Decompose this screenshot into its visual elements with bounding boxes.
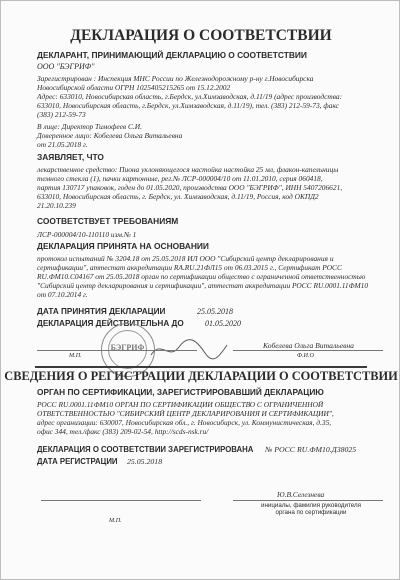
applicant-name: ООО "БЭГРИФ" (37, 62, 95, 71)
applicant-authorization-date: от 21.05.2018 г. (37, 140, 88, 149)
certification-body-line: РОСС RU.0001.11ФМ10 ОРГАН ПО СЕРТИФИКАЦИИ ОБЩЕСТВО С ОГРАНИЧЕННОЙ (37, 400, 324, 409)
stamp-text: БЭГРИФ (110, 343, 145, 352)
registration-title: СВЕДЕНИЯ О РЕГИСТРАЦИИ ДЕКЛАРАЦИИ О СООТВЕТСТВИИ (4, 369, 398, 383)
signature-line (37, 350, 197, 351)
product-line: 633010, Новосибирская область, г. Бердск, ул. Химзаводская, д.11/19, Россия, код ОКПД2 (37, 192, 319, 201)
valid-until-label: ДЕКЛАРАЦИЯ ДЕЙСТВИТЕЛЬНА ДО (37, 319, 184, 328)
requirements-heading: СООТВЕТСТВУЕТ ТРЕБОВАНИЯМ (37, 216, 179, 226)
registrar-mp-label: М.П. (109, 517, 122, 524)
applicant-line: Адрес: 633010, Новосибирская область, г.Бердск, ул.Химзаводская, д.11/19 (адрес производства: (37, 92, 343, 101)
signer-name: Кобелева Ольга Витальевна (263, 341, 354, 350)
registration-date-label: ДАТА РЕГИСТРАЦИИ (37, 457, 118, 466)
valid-until-value: 01.05.2020 (205, 319, 241, 328)
certification-body-line: ОТВЕТСТВЕННОСТЬЮ "СИБИРСКИЙ ЦЕНТР ДЕКЛАРИРОВАНИЯ И СЕРТИФИКАЦИИ", (37, 409, 334, 418)
product-line: темного стекла (1), пачки картонные, рег.№ ЛСР-000004/10 от 11.01.2010, серия 060418, (37, 174, 323, 183)
registrar-name-line (233, 500, 383, 501)
registrar-caption: инициалы, фамилия руководителя (261, 502, 361, 509)
applicant-line: 633010, Новосибирская область, г.Бердск, ул.Химзаводская, д.11/19), тел. (383) 212-59-73, факс (37, 101, 339, 110)
applicant-authorized-person: Доверенное лицо: Кобелева Ольга Витальевна (37, 131, 183, 140)
applicant-line: Зарегистрирован : Инспекция МНС России по Железнодорожному р-ну г.Новосибирска (37, 74, 314, 83)
applicant-representative: В лице: Директор Тимофеев С.И. (37, 122, 142, 131)
section-divider (35, 366, 367, 368)
product-line: партия 130717 упаковок, годен до 01.05.2020, производства ООО "БЭГРИФ", ИНН 5407206621, (37, 183, 343, 192)
stamp-mp-label: М.П. (69, 352, 82, 359)
basis-line: "Сибирский центр декларирования и сертификации", аттестат аккредитации РОСС RU.0001.11ФМ10 (37, 281, 369, 290)
product-line: лекарственное средство: Пиона уклоняющегося настойка настойка 25 мл, флакон-капельницы (37, 165, 339, 174)
basis-line: протокол испытаний № 3204.18 от 25.05.2018 ИЛ ООО "Сибирский центр декларирования и (37, 254, 334, 263)
registrar-name: Ю.В.Селезнева (277, 490, 325, 499)
certification-body-line: офис 344, тел./факс (383) 209-02-54, http://scds-nsk.ru/ (37, 427, 209, 436)
registration-date: 25.05.2018 (127, 457, 163, 466)
registrar-signature-line (41, 500, 201, 501)
signer-name-line (233, 350, 383, 351)
product-line: 21.20.10.239 (37, 201, 76, 210)
basis-line: RU.ФМ10.С04167 от 25.05.2018 орган по сертификации общество с ограниченной ответственностью (37, 272, 366, 281)
certification-body-heading: ОРГАН ПО СЕРТИФИКАЦИИ, ЗАРЕГИСТРИРОВАВШИЙ ДЕКЛАРАЦИЮ (37, 387, 324, 397)
declares-heading: ЗАЯВЛЯЕТ, ЧТО (37, 152, 104, 162)
registration-label: ДЕКЛАРАЦИЯ О СООТВЕТСТВИИ ЗАРЕГИСТРИРОВАНА (37, 445, 254, 454)
basis-line: от 07.10.2014 г. (37, 290, 88, 299)
acceptance-date-value: 25.05.2018 (197, 307, 233, 316)
certification-body-line: адрес организации: 630007, Новосибирская обл., г. Новосибирск, ул. Коммунистическая, д.35, (37, 418, 332, 427)
registrar-caption: органа по сертификации (275, 509, 347, 516)
applicant-heading: ДЕКЛАРАНТ, ПРИНИМАЮЩИЙ ДЕКЛАРАЦИЮ О СООТВЕТСТВИИ (37, 50, 307, 60)
document-title: ДЕКЛАРАЦИЯ О СООТВЕТСТВИИ (70, 27, 332, 44)
basis-line: сертификации", аттестат аккредитации RA.RU.21ФЛ15 от 06.03.2015 г., Сертификат РОСС (37, 263, 342, 272)
requirements-value: ЛСР-000004/10-110110 изм.№ 1 (37, 230, 137, 239)
fio-caption: Ф.И.О (297, 352, 315, 359)
applicant-line: (383) 212-59-73 (37, 110, 86, 119)
acceptance-date-label: ДАТА ПРИНЯТИЯ ДЕКЛАРАЦИИ (37, 307, 166, 316)
basis-heading: ДЕКЛАРАЦИЯ ПРИНЯТА НА ОСНОВАНИИ (37, 241, 209, 251)
registration-number: № РОСС RU.ФМ10.Д38025 (265, 445, 357, 454)
applicant-line: Новосибирской области ОГРН 1025405215265 от 15.12.2002 (37, 83, 231, 92)
